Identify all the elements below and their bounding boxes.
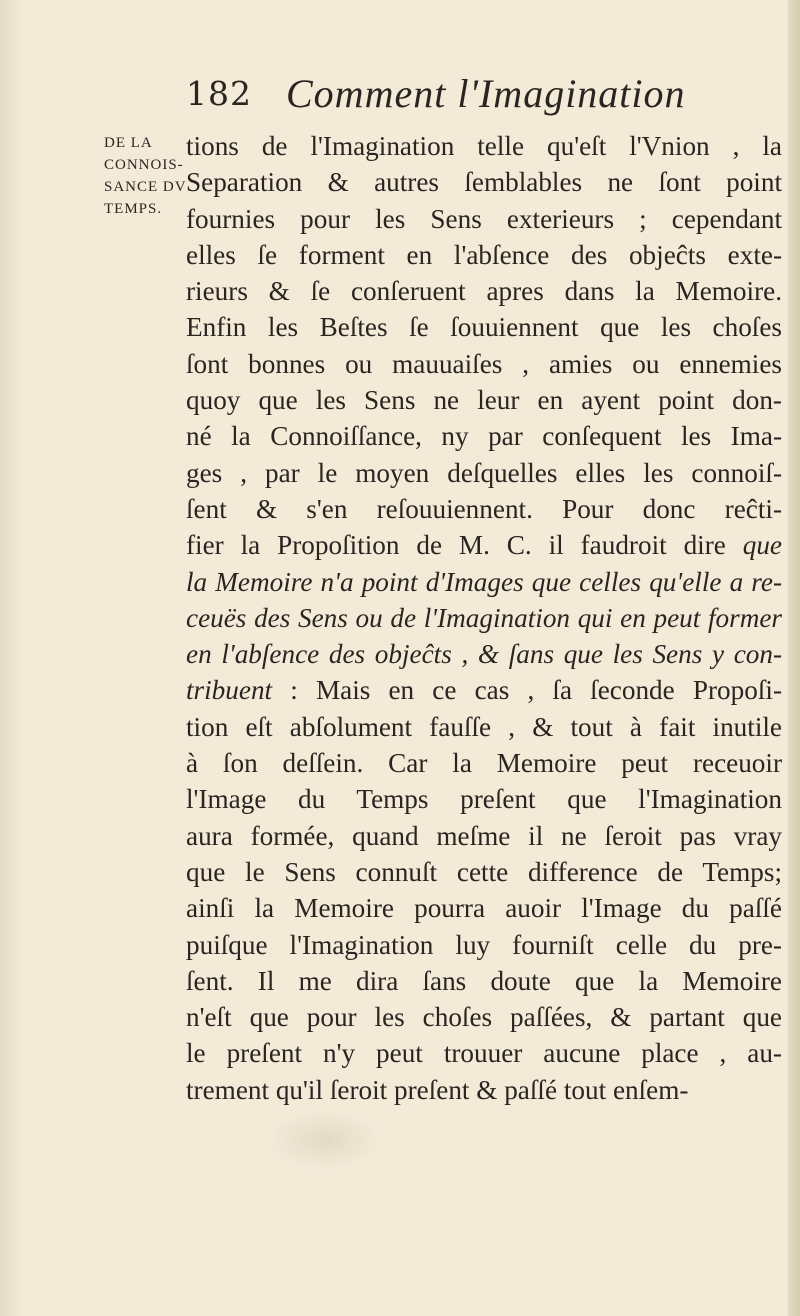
marginal-note-line: DE LA: [104, 135, 153, 151]
text-line: [186, 927, 782, 963]
marginal-note-line: CONNOIS-: [104, 157, 184, 173]
text-line: [186, 672, 782, 708]
text-line: [186, 745, 782, 781]
text-line: [186, 309, 782, 345]
italic-segment: ceuës des Sens ou de l'Imagination qui en peut former: [186, 602, 782, 633]
text-line: [186, 527, 782, 563]
text-line: [186, 890, 782, 926]
text-segment: Separation & autres ſemblables ne ſont point: [186, 167, 782, 198]
body-text: [186, 128, 782, 1108]
text-segment: puiſque l'Imagination luy fourniſt celle du pre-: [186, 929, 782, 960]
ink-bleed-mark: [270, 1110, 380, 1170]
text-line: [186, 999, 782, 1035]
italic-segment: tribuent: [186, 675, 273, 706]
italic-segment: que: [742, 530, 782, 561]
text-segment: à ſon deſſein. Car la Memoire peut receuoir: [186, 748, 782, 779]
text-line: [186, 564, 782, 600]
text-line: [186, 491, 782, 527]
text-segment: fier la Propoſition de M. C. il faudroit dire: [186, 530, 743, 561]
text-segment: Enfin les Beſtes ſe ſouuiennent que les choſes: [186, 312, 782, 343]
text-line: [186, 201, 782, 237]
text-line: [186, 128, 782, 164]
marginal-note: [104, 132, 196, 220]
text-line: [186, 600, 782, 636]
text-segment: né la Connoiſſance, ny par conſequent les Ima-: [186, 421, 782, 452]
text-segment: que le Sens connuſt cette difference de Temps;: [186, 856, 782, 887]
text-segment: tion eſt abſolument fauſſe , & tout à fait inutile: [186, 711, 782, 742]
text-line: [186, 164, 782, 200]
text-line: [186, 709, 782, 745]
text-segment: tions de l'Imagination telle qu'eſt l'Vnion , la: [186, 131, 782, 161]
italic-segment: la Memoire n'a point d'Images que celles qu'elle a re-: [186, 566, 782, 597]
page-header: [186, 70, 746, 118]
text-segment: fournies pour les Sens exterieurs ; cependant: [186, 203, 782, 234]
text-segment: : Mais en ce cas , ſa ſeconde Propoſi-: [272, 675, 782, 706]
text-line: [186, 963, 782, 999]
text-segment: quoy que les Sens ne leur en ayent point don-: [186, 385, 782, 416]
text-line: [186, 1072, 782, 1108]
marginal-note-line: TEMPS.: [104, 201, 163, 217]
running-title: Comment l'Imagination: [286, 71, 686, 116]
text-segment: ges , par le moyen deſquelles elles les connoiſ-: [186, 457, 782, 488]
text-line: [186, 1035, 782, 1071]
text-segment: elles ſe forment en l'abſence des objeĉts exte-: [186, 239, 782, 270]
text-segment: ſont bonnes ou mauuaiſes , amies ou ennemies: [186, 348, 782, 379]
page-edge: [788, 0, 800, 1316]
text-segment: le preſent n'y peut trouuer aucune place , au-: [186, 1038, 782, 1069]
text-line: [186, 455, 782, 491]
text-line: [186, 346, 782, 382]
text-line: [186, 781, 782, 817]
text-line: [186, 854, 782, 890]
page-number: 182: [186, 74, 252, 113]
text-line: [186, 418, 782, 454]
marginal-note-line: SANCE DV: [104, 179, 187, 195]
italic-segment: en l'abſence des objeĉts , & ſans que les Sens y con-: [186, 639, 782, 670]
text-segment: aura formée, quand meſme il ne ſeroit pas vray: [186, 820, 782, 851]
text-line: [186, 636, 782, 672]
text-segment: n'eſt que pour les choſes paſſées, & partant que: [186, 1002, 782, 1033]
text-line: [186, 382, 782, 418]
text-segment: l'Image du Temps preſent que l'Imagination: [186, 784, 782, 815]
text-line: [186, 818, 782, 854]
text-segment: trement qu'il ſeroit preſent & paſſé tout enſem-: [186, 1074, 689, 1105]
text-segment: ſent. Il me dira ſans doute que la Memoire: [186, 965, 782, 996]
text-line: [186, 273, 782, 309]
text-segment: rieurs & ſe conſeruent apres dans la Memoire.: [186, 276, 782, 307]
text-segment: ſent & s'en reſouuiennent. Pour donc reĉti-: [186, 493, 782, 524]
page-gutter-shadow: [0, 0, 22, 1316]
text-segment: ainſi la Memoire pourra auoir l'Image du paſſé: [186, 893, 782, 924]
text-line: [186, 237, 782, 273]
